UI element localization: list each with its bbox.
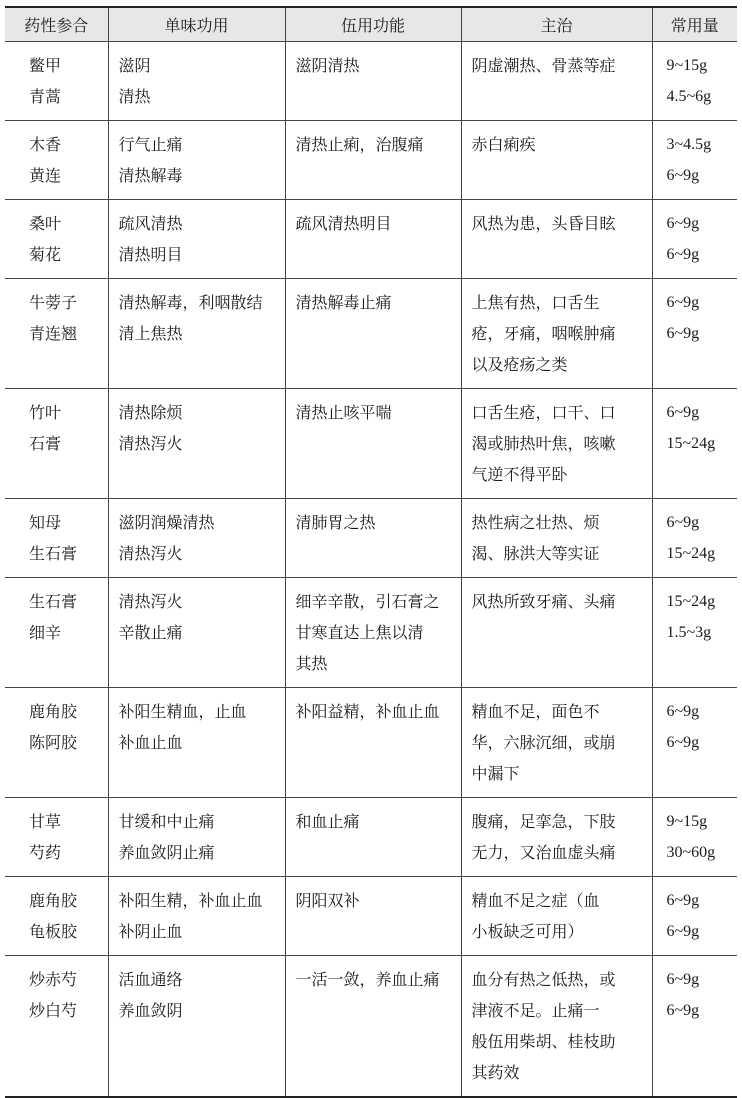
table-row xyxy=(5,199,737,278)
header-row xyxy=(5,7,737,41)
indications-cell: 腹痛，足挛急，下肢 无力，又治血虚头痛 xyxy=(461,797,652,876)
dosage-cell: 15~24g 1.5~3g xyxy=(652,577,737,687)
indications-cell: 赤白痢疾 xyxy=(461,120,652,199)
combined-function-cell: 和血止痛 xyxy=(285,797,461,876)
dosage-cell: 6~9g 6~9g xyxy=(652,687,737,797)
combined-function-cell: 细辛辛散，引石膏之 甘寒直达上焦以清 其热 xyxy=(285,577,461,687)
single-function-cell: 清热解毒，利咽散结 清上焦热 xyxy=(108,278,285,388)
combined-function-cell: 阴阳双补 xyxy=(285,876,461,955)
single-function-cell: 滋阴润燥清热 清热泻火 xyxy=(108,498,285,577)
single-function-cell: 滋阴 清热 xyxy=(108,41,285,120)
dosage-cell: 6~9g 6~9g xyxy=(652,876,737,955)
dosage-cell: 3~4.5g 6~9g xyxy=(652,120,737,199)
single-function-cell: 补阳生精血，止血 补血止血 xyxy=(108,687,285,797)
dosage-cell: 9~15g 30~60g xyxy=(652,797,737,876)
table-row xyxy=(5,797,737,876)
table-row xyxy=(5,278,737,388)
combined-function-cell: 补阳益精，补血止血 xyxy=(285,687,461,797)
herb-pair-cell: 炒赤芍 炒白芍 xyxy=(5,955,108,1097)
combined-function-cell: 清热止咳平喘 xyxy=(285,388,461,498)
herb-pair-cell: 竹叶 石膏 xyxy=(5,388,108,498)
header-herb-pair: 药性参合 xyxy=(5,7,108,41)
table-row xyxy=(5,876,737,955)
header-dosage: 常用量 xyxy=(652,7,737,41)
indications-cell: 精血不足之症（血 小板缺乏可用） xyxy=(461,876,652,955)
single-function-cell: 清热除烦 清热泻火 xyxy=(108,388,285,498)
single-function-cell: 活血通络 养血敛阴 xyxy=(108,955,285,1097)
indications-cell: 精血不足，面色不 华，六脉沉细，或崩 中漏下 xyxy=(461,687,652,797)
combined-function-cell: 一活一敛，养血止痛 xyxy=(285,955,461,1097)
herb-pair-cell: 生石膏 细辛 xyxy=(5,577,108,687)
indications-cell: 风热为患，头昏目眩 xyxy=(461,199,652,278)
indications-cell: 上焦有热，口舌生 疮，牙痛，咽喉肿痛 以及疮疡之类 xyxy=(461,278,652,388)
dosage-cell: 9~15g 4.5~6g xyxy=(652,41,737,120)
dosage-cell: 6~9g 6~9g xyxy=(652,199,737,278)
table-row xyxy=(5,388,737,498)
header-combined-function: 伍用功能 xyxy=(285,7,461,41)
indications-cell: 口舌生疮，口干、口 渴或肺热叶焦，咳嗽 气逆不得平卧 xyxy=(461,388,652,498)
header-indications: 主治 xyxy=(461,7,652,41)
indications-cell: 血分有热之低热，或 津液不足。止痛一 般伍用柴胡、桂枝助 其药效 xyxy=(461,955,652,1097)
combined-function-cell: 疏风清热明目 xyxy=(285,199,461,278)
combined-function-cell: 滋阴清热 xyxy=(285,41,461,120)
table-row xyxy=(5,41,737,120)
dosage-cell: 6~9g 6~9g xyxy=(652,278,737,388)
dosage-cell: 6~9g 15~24g xyxy=(652,498,737,577)
indications-cell: 风热所致牙痛、头痛 xyxy=(461,577,652,687)
single-function-cell: 行气止痛 清热解毒 xyxy=(108,120,285,199)
combined-function-cell: 清肺胃之热 xyxy=(285,498,461,577)
single-function-cell: 疏风清热 清热明目 xyxy=(108,199,285,278)
herb-combination-table xyxy=(5,6,737,1098)
table-body xyxy=(5,41,737,1097)
table-row xyxy=(5,498,737,577)
combined-function-cell: 清热止痢，治腹痛 xyxy=(285,120,461,199)
herb-pair-cell: 牛蒡子 青连翘 xyxy=(5,278,108,388)
single-function-cell: 补阳生精，补血止血 补阴止血 xyxy=(108,876,285,955)
single-function-cell: 清热泻火 辛散止痛 xyxy=(108,577,285,687)
table-row xyxy=(5,955,737,1097)
indications-cell: 阴虚潮热、骨蒸等症 xyxy=(461,41,652,120)
herb-pair-cell: 甘草 芍药 xyxy=(5,797,108,876)
table-header xyxy=(5,7,737,41)
dosage-cell: 6~9g 6~9g xyxy=(652,955,737,1097)
combined-function-cell: 清热解毒止痛 xyxy=(285,278,461,388)
herb-pair-cell: 知母 生石膏 xyxy=(5,498,108,577)
herb-pair-cell: 桑叶 菊花 xyxy=(5,199,108,278)
table-row xyxy=(5,687,737,797)
header-single-function: 单味功用 xyxy=(108,7,285,41)
indications-cell: 热性病之壮热、烦 渴、脉洪大等实证 xyxy=(461,498,652,577)
herb-pair-cell: 木香 黄连 xyxy=(5,120,108,199)
herb-pair-cell: 鹿角胶 陈阿胶 xyxy=(5,687,108,797)
herb-pair-cell: 鹿角胶 龟板胶 xyxy=(5,876,108,955)
herb-pair-cell: 鳖甲 青蒿 xyxy=(5,41,108,120)
table-row xyxy=(5,577,737,687)
table-row xyxy=(5,120,737,199)
dosage-cell: 6~9g 15~24g xyxy=(652,388,737,498)
single-function-cell: 甘缓和中止痛 养血敛阴止痛 xyxy=(108,797,285,876)
